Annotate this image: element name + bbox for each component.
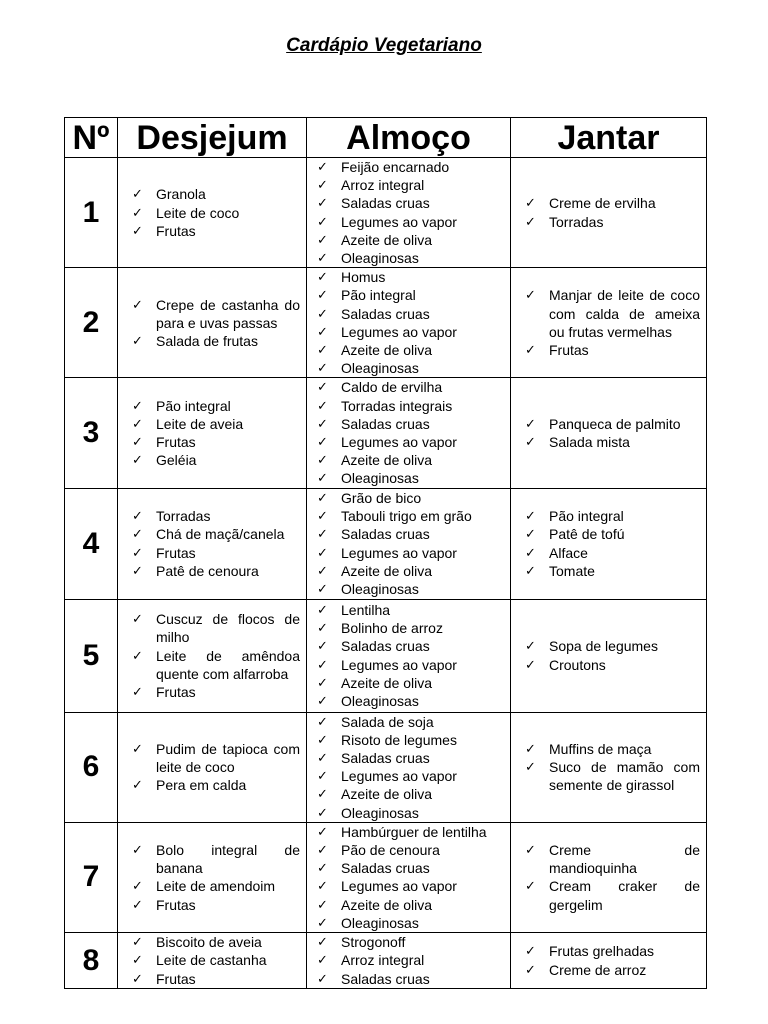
cell-almoco bbox=[307, 933, 511, 989]
item-list bbox=[307, 268, 510, 377]
list-item: ✓ Creme de mandioquinha bbox=[525, 841, 700, 877]
list-item: ✓ Patê de cenoura bbox=[132, 562, 300, 580]
list-item: ✓ Creme de arroz bbox=[525, 961, 700, 979]
header-desjejum: Desjejum bbox=[118, 118, 307, 158]
list-item: ✓ Leite de amêndoa quente com alfarroba bbox=[132, 647, 300, 683]
list-item: ✓ Oleaginosas bbox=[317, 469, 504, 487]
list-item: ✓ Oleaginosas bbox=[317, 804, 504, 822]
cell-desjejum bbox=[118, 488, 307, 599]
list-item: ✓ Grão de bico bbox=[317, 489, 504, 507]
list-item: ✓ Torradas bbox=[132, 507, 300, 525]
list-item: ✓ Oleaginosas bbox=[317, 692, 504, 710]
list-item: ✓ Hambúrguer de lentilha bbox=[317, 823, 504, 841]
list-item: ✓ Pão de cenoura bbox=[317, 841, 504, 859]
header-almoco: Almoço bbox=[307, 118, 511, 158]
list-item: ✓ Azeite de oliva bbox=[317, 785, 504, 803]
list-item: ✓ Leite de castanha bbox=[132, 951, 300, 969]
list-item: ✓ Tabouli trigo em grão bbox=[317, 507, 504, 525]
item-list bbox=[307, 489, 510, 598]
list-item: ✓ Manjar de leite de coco com calda de ameixa ou frutas vermelhas bbox=[525, 286, 700, 341]
item-list bbox=[511, 841, 706, 914]
page-title: Cardápio Vegetariano bbox=[286, 35, 482, 56]
list-item: ✓ Pão integral bbox=[317, 286, 504, 304]
list-item: ✓ Frutas bbox=[132, 896, 300, 914]
cell-almoco bbox=[307, 378, 511, 488]
header-num: Nº bbox=[65, 118, 118, 158]
menu-row bbox=[65, 378, 707, 488]
list-item: ✓ Muffins de maça bbox=[525, 740, 700, 758]
cell-jantar bbox=[511, 158, 707, 268]
item-list bbox=[118, 296, 306, 351]
list-item: ✓ Oleaginosas bbox=[317, 580, 504, 598]
list-item: ✓ Torradas integrais bbox=[317, 397, 504, 415]
cell-jantar bbox=[511, 268, 707, 378]
list-item: ✓ Saladas cruas bbox=[317, 415, 504, 433]
list-item: ✓ Azeite de oliva bbox=[317, 231, 504, 249]
row-number: 5 bbox=[65, 599, 118, 712]
cell-desjejum bbox=[118, 822, 307, 932]
list-item: ✓ Biscoito de aveia bbox=[132, 933, 300, 951]
cell-almoco bbox=[307, 712, 511, 822]
list-item: ✓ Oleaginosas bbox=[317, 249, 504, 267]
row-number: 7 bbox=[65, 822, 118, 932]
cell-jantar bbox=[511, 599, 707, 712]
item-list bbox=[511, 507, 706, 580]
cell-jantar bbox=[511, 822, 707, 932]
item-list bbox=[118, 185, 306, 240]
cell-desjejum bbox=[118, 158, 307, 268]
menu-row bbox=[65, 933, 707, 989]
list-item: ✓ Frutas bbox=[132, 683, 300, 701]
item-list bbox=[118, 740, 306, 795]
row-number: 6 bbox=[65, 712, 118, 822]
list-item: ✓ Torradas bbox=[525, 213, 700, 231]
list-item: ✓ Saladas cruas bbox=[317, 749, 504, 767]
list-item: ✓ Pão integral bbox=[525, 507, 700, 525]
menu-row bbox=[65, 488, 707, 599]
menu-row bbox=[65, 158, 707, 268]
menu-table bbox=[64, 117, 707, 989]
list-item: ✓ Bolo integral de banana bbox=[132, 841, 300, 877]
list-item: ✓ Alface bbox=[525, 544, 700, 562]
header-row bbox=[65, 118, 707, 158]
list-item: ✓ Salada de frutas bbox=[132, 332, 300, 350]
list-item: ✓ Azeite de oliva bbox=[317, 562, 504, 580]
cell-desjejum bbox=[118, 378, 307, 488]
menu-row bbox=[65, 268, 707, 378]
item-list bbox=[118, 507, 306, 580]
menu-row bbox=[65, 822, 707, 932]
list-item: ✓ Crepe de castanha do para e uvas passas bbox=[132, 296, 300, 332]
list-item: ✓ Strogonoff bbox=[317, 933, 504, 951]
list-item: ✓ Leite de aveia bbox=[132, 415, 300, 433]
list-item: ✓ Legumes ao vapor bbox=[317, 433, 504, 451]
row-number: 1 bbox=[65, 158, 118, 268]
list-item: ✓ Panqueca de palmito bbox=[525, 415, 700, 433]
list-item: ✓ Cuscuz de flocos de milho bbox=[132, 610, 300, 646]
cell-almoco bbox=[307, 822, 511, 932]
list-item: ✓ Saladas cruas bbox=[317, 194, 504, 212]
list-item: ✓ Granola bbox=[132, 185, 300, 203]
list-item: ✓ Salada de soja bbox=[317, 713, 504, 731]
item-list bbox=[118, 841, 306, 914]
cell-almoco bbox=[307, 488, 511, 599]
cell-almoco bbox=[307, 268, 511, 378]
menu-row bbox=[65, 599, 707, 712]
cell-desjejum bbox=[118, 599, 307, 712]
list-item: ✓ Geléia bbox=[132, 451, 300, 469]
list-item: ✓ Arroz integral bbox=[317, 951, 504, 969]
list-item: ✓ Legumes ao vapor bbox=[317, 213, 504, 231]
item-list bbox=[307, 713, 510, 822]
list-item: ✓ Legumes ao vapor bbox=[317, 877, 504, 895]
item-list bbox=[511, 415, 706, 451]
list-item: ✓ Frutas grelhadas bbox=[525, 942, 700, 960]
cell-almoco bbox=[307, 158, 511, 268]
cell-jantar bbox=[511, 378, 707, 488]
cell-desjejum bbox=[118, 712, 307, 822]
list-item: ✓ Homus bbox=[317, 268, 504, 286]
item-list bbox=[307, 601, 510, 710]
list-item: ✓ Patê de tofú bbox=[525, 525, 700, 543]
item-list bbox=[118, 610, 306, 701]
item-list bbox=[307, 158, 510, 267]
list-item: ✓ Caldo de ervilha bbox=[317, 378, 504, 396]
item-list bbox=[307, 823, 510, 932]
menu-row bbox=[65, 712, 707, 822]
list-item: ✓ Azeite de oliva bbox=[317, 341, 504, 359]
list-item: ✓ Legumes ao vapor bbox=[317, 767, 504, 785]
list-item: ✓ Risoto de legumes bbox=[317, 731, 504, 749]
cell-almoco bbox=[307, 599, 511, 712]
menu-body bbox=[65, 158, 707, 989]
list-item: ✓ Frutas bbox=[525, 341, 700, 359]
list-item: ✓ Saladas cruas bbox=[317, 305, 504, 323]
list-item: ✓ Pão integral bbox=[132, 397, 300, 415]
row-number: 4 bbox=[65, 488, 118, 599]
row-number: 8 bbox=[65, 933, 118, 989]
list-item: ✓ Cream craker de gergelim bbox=[525, 877, 700, 913]
list-item: ✓ Frutas bbox=[132, 544, 300, 562]
cell-desjejum bbox=[118, 268, 307, 378]
item-list bbox=[511, 637, 706, 673]
list-item: ✓ Azeite de oliva bbox=[317, 896, 504, 914]
item-list bbox=[511, 740, 706, 795]
item-list bbox=[307, 378, 510, 487]
list-item: ✓ Arroz integral bbox=[317, 176, 504, 194]
item-list bbox=[118, 397, 306, 470]
item-list bbox=[511, 942, 706, 978]
list-item: ✓ Legumes ao vapor bbox=[317, 323, 504, 341]
list-item: ✓ Saladas cruas bbox=[317, 970, 504, 988]
list-item: ✓ Saladas cruas bbox=[317, 859, 504, 877]
list-item: ✓ Azeite de oliva bbox=[317, 674, 504, 692]
item-list bbox=[511, 286, 706, 359]
list-item: ✓ Lentilha bbox=[317, 601, 504, 619]
item-list bbox=[511, 194, 706, 230]
list-item: ✓ Frutas bbox=[132, 433, 300, 451]
list-item: ✓ Azeite de oliva bbox=[317, 451, 504, 469]
list-item: ✓ Pudim de tapioca com leite de coco bbox=[132, 740, 300, 776]
list-item: ✓ Leite de amendoim bbox=[132, 877, 300, 895]
list-item: ✓ Bolinho de arroz bbox=[317, 619, 504, 637]
cell-jantar bbox=[511, 488, 707, 599]
list-item: ✓ Chá de maçã/canela bbox=[132, 525, 300, 543]
list-item: ✓ Sopa de legumes bbox=[525, 637, 700, 655]
cell-jantar bbox=[511, 933, 707, 989]
cell-desjejum bbox=[118, 933, 307, 989]
list-item: ✓ Croutons bbox=[525, 656, 700, 674]
row-number: 2 bbox=[65, 268, 118, 378]
list-item: ✓ Frutas bbox=[132, 970, 300, 988]
item-list bbox=[118, 933, 306, 988]
item-list bbox=[307, 933, 510, 988]
row-number: 3 bbox=[65, 378, 118, 488]
list-item: ✓ Leite de coco bbox=[132, 204, 300, 222]
list-item: ✓ Salada mista bbox=[525, 433, 700, 451]
list-item: ✓ Creme de ervilha bbox=[525, 194, 700, 212]
list-item: ✓ Pera em calda bbox=[132, 776, 300, 794]
cell-jantar bbox=[511, 712, 707, 822]
list-item: ✓ Oleaginosas bbox=[317, 914, 504, 932]
list-item: ✓ Legumes ao vapor bbox=[317, 656, 504, 674]
list-item: ✓ Saladas cruas bbox=[317, 637, 504, 655]
header-jantar: Jantar bbox=[511, 118, 707, 158]
list-item: ✓ Frutas bbox=[132, 222, 300, 240]
list-item: ✓ Legumes ao vapor bbox=[317, 544, 504, 562]
list-item: ✓ Oleaginosas bbox=[317, 359, 504, 377]
list-item: ✓ Tomate bbox=[525, 562, 700, 580]
list-item: ✓ Saladas cruas bbox=[317, 525, 504, 543]
list-item: ✓ Suco de mamão com semente de girassol bbox=[525, 758, 700, 794]
list-item: ✓ Feijão encarnado bbox=[317, 158, 504, 176]
